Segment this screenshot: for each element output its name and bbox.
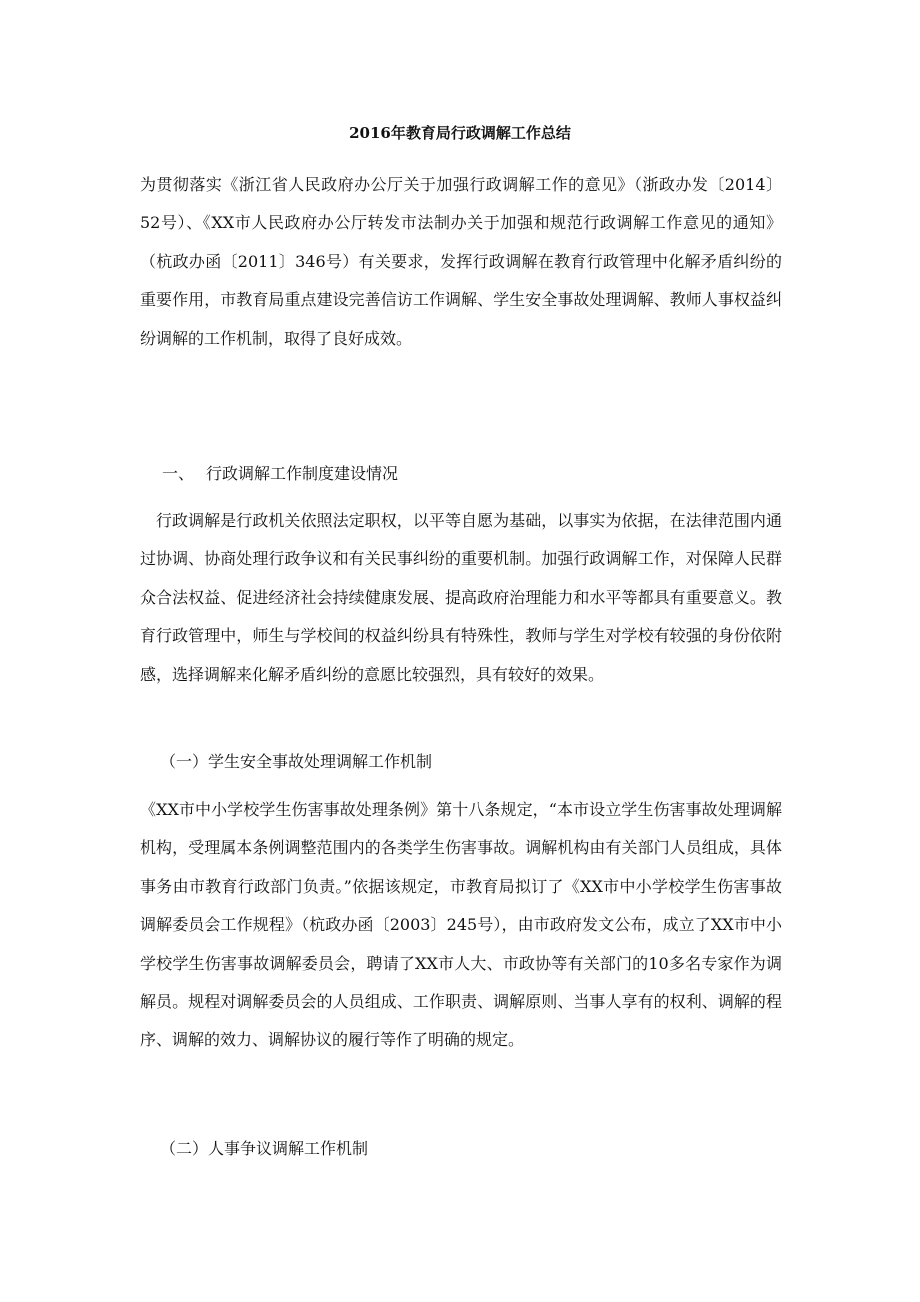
section-number: 一、 [162,464,195,483]
subsection-heading-2: （二）人事争议调解工作机制 [160,1139,369,1158]
subsection-body-paragraph: 《XX市中小学校学生伤害事故处理条例》第十八条规定，“本市设立学生伤害事故处理调解机构，受理属本条例调整范围内的各类学生伤害事故。调解机构由有关部门人员组成，具体事务由市教育行政部门负责。”依据该规定，市教育局拟订了《XX市中小学校学生伤害事故调解委员会工作规程》（杭政办函〔2003〕245号），由市政府发文公布，成立了XX市中小学校学生伤害事故调解委员会，聘请了XX市人大、市政协等有关部门的10多名专家作为调解员。规程对调解委员会的人员组成、工作职责、调解原则、当事人享有的权利、调解的程序、调解的效力、调解协议的履行等作了明确的规定。 [140,800,782,1050]
subsection-heading-1: （一）学生安全事故处理调解工作机制 [160,752,433,771]
section-heading-text: 行政调解工作制度建设情况 [206,464,399,483]
section-heading [162,462,398,486]
intro-paragraph: 为贯彻落实《浙江省人民政府办公厅关于加强行政调解工作的意见》（浙政办发〔2014〕52号）、《XX市人民政府办公厅转发市法制办关于加强和规范行政调解工作意见的通知》（杭政办函〔2011〕346号）有关要求，发挥行政调解在教育行政管理中化解矛盾纠纷的重要作用，市教育局重点建设完善信访工作调解、学生安全事故处理调解、教师人事权益纠纷调解的工作机制，取得了良好成效。 [140,175,782,348]
section-body-paragraph: 行政调解是行政机关依照法定职权，以平等自愿为基础，以事实为依据，在法律范围内通过协调、协商处理行政争议和有关民事纠纷的重要机制。加强行政调解工作，对保障人民群众合法权益、促进经济社会持续健康发展、提高政府治理能力和水平等都具有重要意义。教育行政管理中，师生与学校间的权益纠纷具有特殊性，教师与学生对学校有较强的身份依附感，选择调解来化解矛盾纠纷的意愿比较强烈，具有较好的效果。 [140,511,782,684]
document-title: 2016年教育局行政调解工作总结 [349,124,571,142]
